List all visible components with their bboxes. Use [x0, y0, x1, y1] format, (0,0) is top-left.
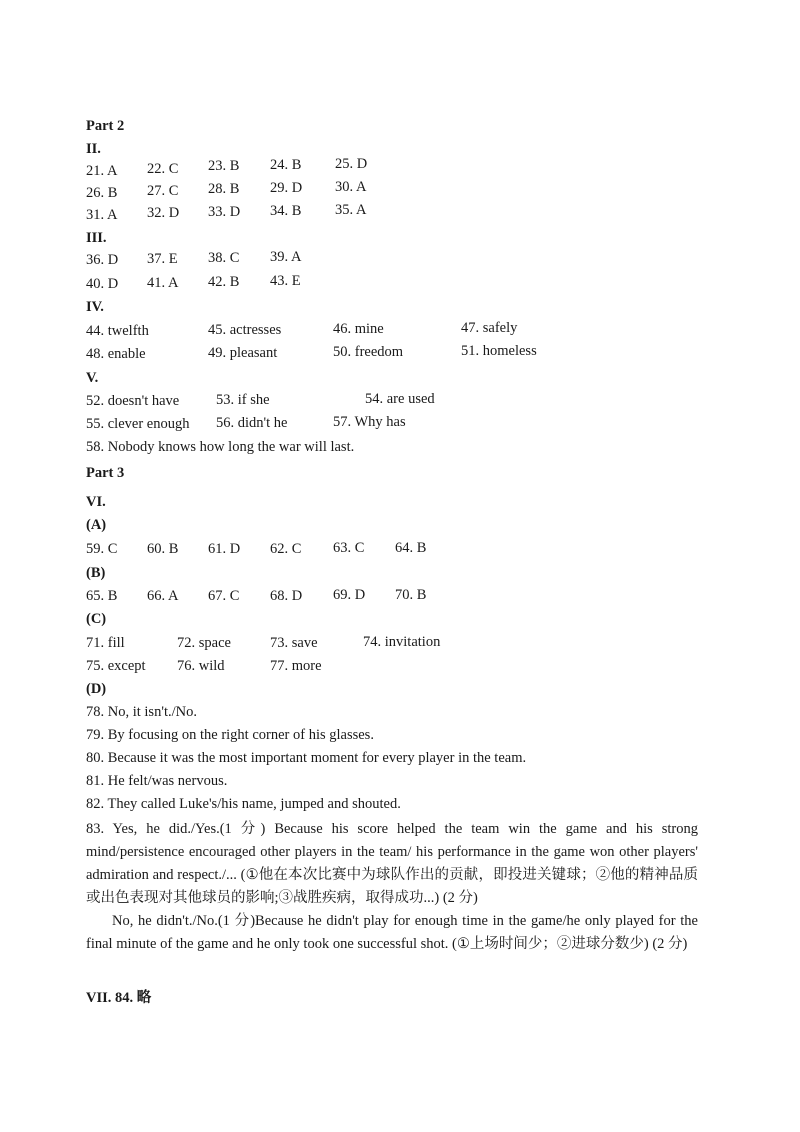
- section-iii-label: III.: [86, 230, 107, 246]
- answer-55: 55. clever enough: [86, 416, 190, 432]
- answer-34: 34. B: [270, 203, 302, 219]
- answer-36: 36. D: [86, 252, 119, 268]
- answer-25: 25. D: [335, 156, 368, 172]
- answer-21: 21. A: [86, 163, 118, 179]
- answer-67: 67. C: [208, 588, 240, 604]
- answer-61: 61. D: [208, 541, 241, 557]
- answer-48: 48. enable: [86, 346, 146, 362]
- answer-43: 43. E: [270, 273, 301, 289]
- answer-45: 45. actresses: [208, 322, 282, 338]
- answer-35: 35. A: [335, 202, 367, 218]
- subsection-c-label: (C): [86, 611, 107, 627]
- answer-47: 47. safely: [461, 320, 518, 336]
- answer-54: 54. are used: [365, 391, 435, 407]
- answer-22: 22. C: [147, 161, 179, 177]
- answer-83-yes: 83. Yes, he did./Yes.(1 分) Because his score helped the team win the game and his strong mind/persistence encouraged other players in the team/ his performance in the game won other players' admiration and respect./... (①他在本次比赛中为球队作出的贡献，即投进关键球；②他的精神品质或出色表现对其他球员的影响;③战胜疾病，取得成功...) (2 分): [86, 821, 698, 906]
- answer-58: 58. Nobody knows how long the war will last.: [86, 439, 355, 455]
- answer-64: 64. B: [395, 540, 427, 556]
- answer-71: 71. fill: [86, 635, 125, 651]
- part2-title: Part 2: [86, 118, 125, 134]
- subsection-a-label: (A): [86, 517, 107, 533]
- answer-76: 76. wild: [177, 658, 225, 674]
- answer-63: 63. C: [333, 540, 365, 556]
- answer-73: 73. save: [270, 635, 318, 651]
- answer-32: 32. D: [147, 205, 180, 221]
- part3-title: Part 3: [86, 465, 125, 481]
- answer-65: 65. B: [86, 588, 118, 604]
- answer-82: 82. They called Luke's/his name, jumped and shouted.: [86, 796, 401, 812]
- answer-69: 69. D: [333, 587, 366, 603]
- subsection-b-label: (B): [86, 565, 106, 581]
- answer-50: 50. freedom: [333, 344, 404, 360]
- answer-83-no: No, he didn't./No.(1 分)Because he didn't play for enough time in the game/he only played for the final minute of the game and he only took one successful shot. (①上场时间少；②进球分数少) (2 分): [86, 913, 698, 952]
- section-v-label: V.: [86, 370, 99, 386]
- answer-26: 26. B: [86, 185, 118, 201]
- answer-46: 46. mine: [333, 321, 384, 337]
- answer-52: 52. doesn't have: [86, 393, 180, 409]
- answer-44: 44. twelfth: [86, 323, 149, 339]
- answer-62: 62. C: [270, 541, 302, 557]
- subsection-d-label: (D): [86, 681, 107, 697]
- section-vii-label: VII. 84. 略: [86, 990, 152, 1006]
- answer-31: 31. A: [86, 207, 118, 223]
- answer-23: 23. B: [208, 158, 240, 174]
- answer-79: 79. By focusing on the right corner of his glasses.: [86, 727, 374, 743]
- answer-38: 38. C: [208, 250, 240, 266]
- answer-30: 30. A: [335, 179, 367, 195]
- section-iv-label: IV.: [86, 299, 104, 315]
- answer-37: 37. E: [147, 251, 178, 267]
- answer-77: 77. more: [270, 658, 322, 674]
- answer-68: 68. D: [270, 588, 303, 604]
- answer-40: 40. D: [86, 276, 119, 292]
- answer-80: 80. Because it was the most important moment for every player in the team.: [86, 750, 527, 766]
- answer-56: 56. didn't he: [216, 415, 288, 431]
- answer-75: 75. except: [86, 658, 146, 674]
- answer-51: 51. homeless: [461, 343, 537, 359]
- answer-74: 74. invitation: [363, 634, 441, 650]
- answer-72: 72. space: [177, 635, 231, 651]
- answer-24: 24. B: [270, 157, 302, 173]
- answer-66: 66. A: [147, 588, 179, 604]
- answer-41: 41. A: [147, 275, 179, 291]
- answer-81: 81. He felt/was nervous.: [86, 773, 228, 789]
- answer-39: 39. A: [270, 249, 302, 265]
- section-ii-label: II.: [86, 141, 101, 157]
- section-vi-label: VI.: [86, 494, 106, 510]
- answer-42: 42. B: [208, 274, 240, 290]
- answer-70: 70. B: [395, 587, 427, 603]
- answer-78: 78. No, it isn't./No.: [86, 704, 197, 720]
- answer-29: 29. D: [270, 180, 303, 196]
- answer-28: 28. B: [208, 181, 240, 197]
- answer-60: 60. B: [147, 541, 179, 557]
- answer-27: 27. C: [147, 183, 179, 199]
- answer-33: 33. D: [208, 204, 241, 220]
- answer-57: 57. Why has: [333, 414, 406, 430]
- answer-59: 59. C: [86, 541, 118, 557]
- answer-49: 49. pleasant: [208, 345, 278, 361]
- answer-53: 53. if she: [216, 392, 270, 408]
